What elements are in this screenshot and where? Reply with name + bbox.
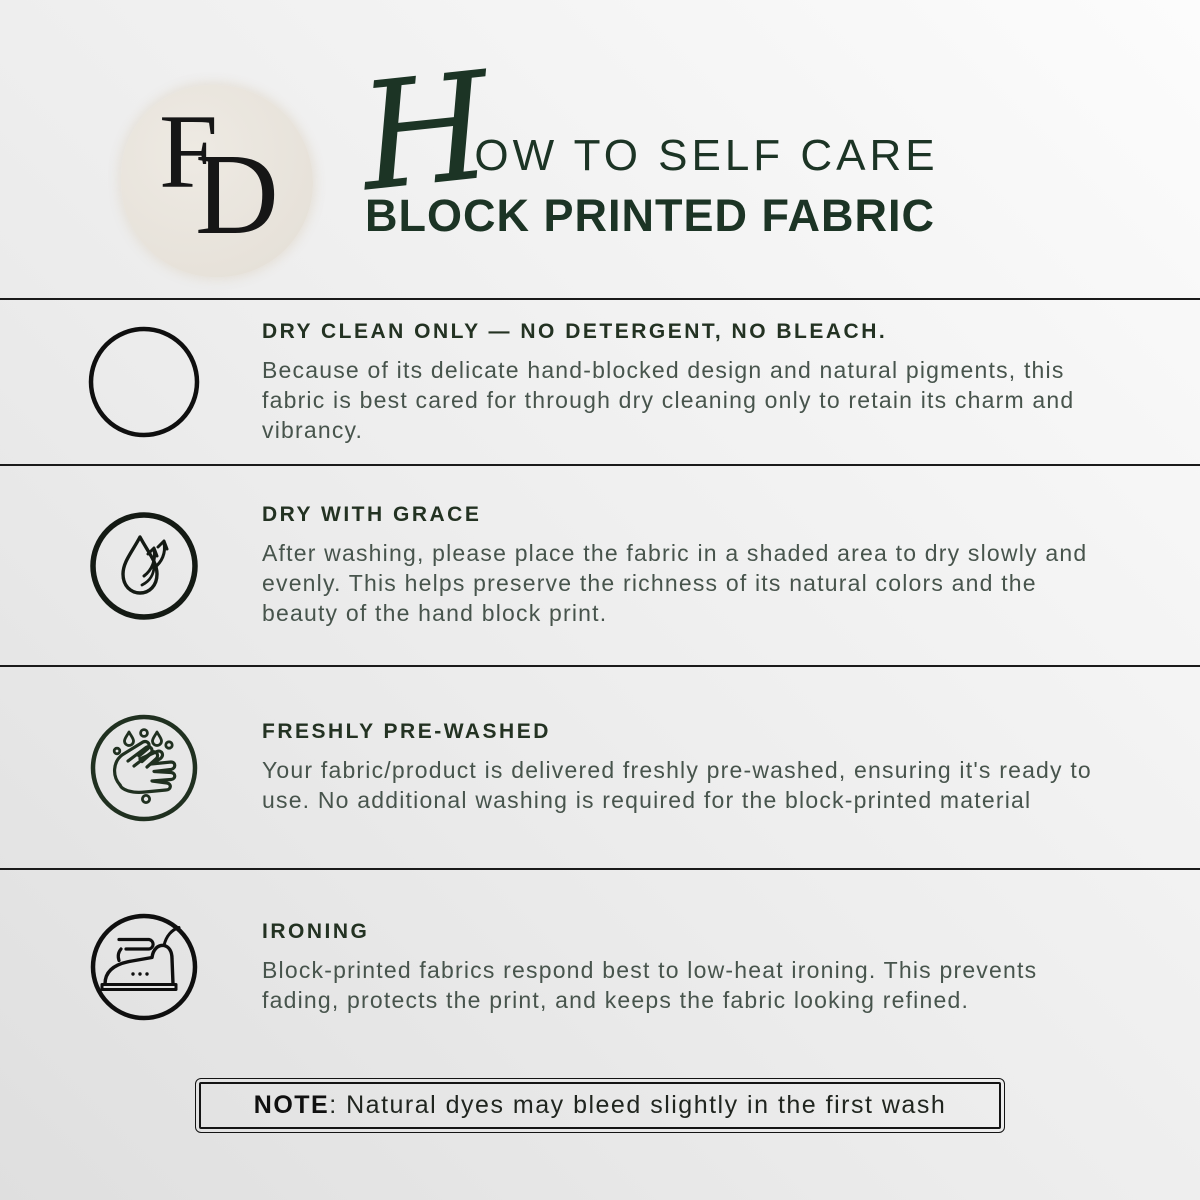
section-body: Because of its delicate hand-blocked design and natural pigments, this fabric is best cared for through dry cleaning only to retain its charm and vibrancy. <box>262 356 1075 443</box>
section-ironing <box>0 868 1200 1064</box>
fd-logo <box>121 85 313 277</box>
section-heading: FRESHLY PRE-WASHED <box>262 720 551 743</box>
section-heading: DRY WITH GRACE <box>262 503 482 526</box>
circle-icon <box>88 326 200 438</box>
note-box <box>199 1082 1001 1129</box>
note-text: : Natural dyes may bleed slightly in the first wash <box>329 1091 947 1119</box>
section-body: Your fabric/product is delivered freshly pre-washed, ensuring it's ready to use. No additional washing is required for the block-printed material <box>262 757 1092 813</box>
section-heading: IRONING <box>262 919 370 943</box>
note-label: NOTE <box>253 1091 330 1119</box>
section-dry-clean <box>0 298 1200 464</box>
header <box>0 0 1200 298</box>
title-rest: OW TO SELF CARE <box>474 131 939 180</box>
title-script-letter: H <box>352 40 500 225</box>
drying-drop-icon <box>88 510 200 622</box>
section-text <box>262 720 1112 815</box>
section-dry-with-grace <box>0 464 1200 665</box>
section-text <box>262 503 1112 628</box>
title-block <box>315 40 985 242</box>
washing-hands-icon <box>88 712 200 824</box>
section-text <box>262 320 1112 445</box>
logo-letter-d: D <box>195 131 279 259</box>
page-subtitle: BLOCK PRINTED FABRIC <box>365 190 935 241</box>
logo-letter-f: F <box>159 93 218 210</box>
section-text <box>262 920 1112 1015</box>
section-body: After washing, please place the fabric in a shaded area to dry slowly and evenly. This helps preserve the richness of its natural colors and the beauty of the hand block print. <box>262 540 1088 626</box>
section-heading: DRY CLEAN ONLY — NO DETERGENT, NO BLEACH. <box>262 319 888 343</box>
iron-icon <box>88 911 200 1023</box>
section-body: Block-printed fabrics respond best to low-heat ironing. This prevents fading, protects the print, and keeps the fabric looking refined. <box>262 956 1038 1013</box>
section-freshly-pre-washed <box>0 665 1200 868</box>
